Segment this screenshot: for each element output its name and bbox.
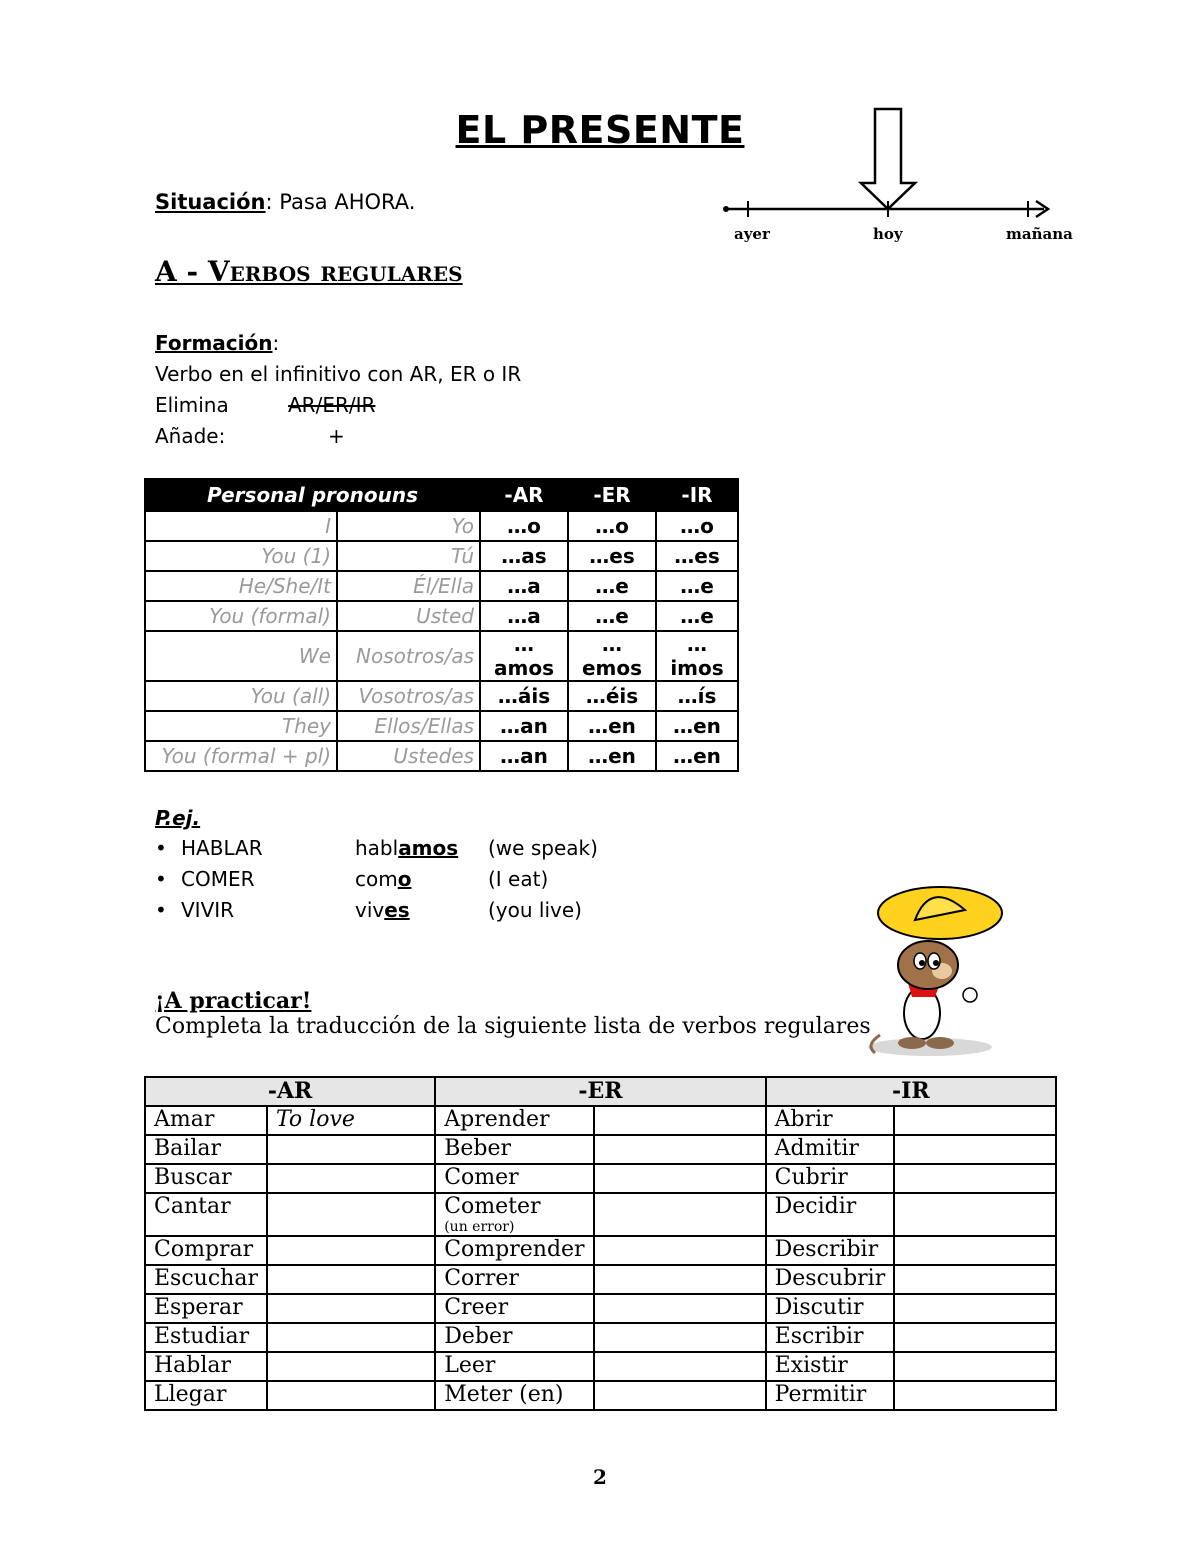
verb-label: Bailar bbox=[154, 1136, 221, 1161]
verb-label: Cometer bbox=[444, 1194, 541, 1219]
timeline-graphic bbox=[718, 105, 1078, 245]
translation-cell[interactable] bbox=[267, 1193, 435, 1236]
verb-ending: …éis bbox=[568, 681, 656, 711]
cartoon-mouse-illustration bbox=[860, 885, 1010, 1064]
spanish-pronoun: Nosotros/as bbox=[337, 631, 480, 681]
translation-cell[interactable] bbox=[267, 1164, 435, 1193]
verb-label: Buscar bbox=[154, 1165, 232, 1190]
verb-label: Permitir bbox=[774, 1382, 867, 1407]
spanish-verb bbox=[766, 1352, 895, 1381]
example-translation: (we speak) bbox=[488, 836, 598, 860]
verb-label: Llegar bbox=[154, 1382, 227, 1407]
translation-cell[interactable] bbox=[594, 1236, 766, 1265]
example-verb: COMER bbox=[181, 867, 255, 891]
verb-ending: …en bbox=[656, 711, 738, 741]
spanish-verb bbox=[435, 1265, 593, 1294]
verb-row bbox=[145, 1265, 1056, 1294]
verb-label: Decidir bbox=[774, 1194, 857, 1219]
formacion-anade-label: Añade: bbox=[155, 424, 226, 448]
verb-practice-table bbox=[144, 1076, 1057, 1411]
verb-row bbox=[145, 1294, 1056, 1323]
verb-label: Existir bbox=[774, 1353, 848, 1378]
formacion-block bbox=[155, 328, 521, 452]
verb-label: Aprender bbox=[444, 1107, 550, 1132]
pronoun-row bbox=[145, 601, 738, 631]
timeline-start-dot bbox=[723, 206, 729, 212]
translation-cell[interactable] bbox=[894, 1193, 1056, 1236]
translation-cell[interactable] bbox=[594, 1164, 766, 1193]
verb-ending: …ís bbox=[656, 681, 738, 711]
timeline-label-hoy: hoy bbox=[873, 225, 903, 243]
pronouns-table bbox=[144, 478, 739, 772]
translation-text: To love bbox=[275, 1107, 355, 1132]
header-ar: -AR bbox=[145, 1077, 435, 1106]
header-personal-pronouns: Personal pronouns bbox=[145, 479, 480, 511]
translation-cell[interactable] bbox=[594, 1381, 766, 1410]
situacion-line bbox=[155, 190, 415, 214]
formacion-line-1: Verbo en el infinitivo con AR, ER o IR bbox=[155, 362, 522, 386]
verb-label: Escribir bbox=[774, 1324, 864, 1349]
verb-label: Admitir bbox=[774, 1136, 859, 1161]
practice-instruction: Completa la traducción de la siguiente lista de verbos regulares bbox=[155, 1014, 871, 1039]
example-conjugation: como bbox=[355, 867, 412, 891]
verb-label: Creer bbox=[444, 1295, 509, 1320]
spanish-verb bbox=[435, 1193, 593, 1236]
pronoun-row bbox=[145, 741, 738, 771]
verb-ending: …en bbox=[656, 741, 738, 771]
example-verb: HABLAR bbox=[181, 836, 263, 860]
verb-ending: …as bbox=[480, 541, 568, 571]
translation-cell[interactable] bbox=[594, 1265, 766, 1294]
verb-row bbox=[145, 1193, 1056, 1236]
timeline-diagram bbox=[718, 105, 1078, 249]
spanish-verb bbox=[766, 1193, 895, 1236]
verb-label: Comprar bbox=[154, 1237, 254, 1262]
mouse-image bbox=[860, 885, 1010, 1060]
verb-label: Cubrir bbox=[774, 1165, 848, 1190]
pronoun-row bbox=[145, 541, 738, 571]
spanish-verb bbox=[766, 1106, 895, 1135]
practice-block bbox=[155, 988, 871, 1039]
verb-label: Beber bbox=[444, 1136, 512, 1161]
practice-title: ¡A practicar! bbox=[155, 988, 312, 1014]
verb-ending: …es bbox=[656, 541, 738, 571]
header-ir: -IR bbox=[766, 1077, 1056, 1106]
spanish-verb bbox=[145, 1323, 267, 1352]
situacion-label: Situación bbox=[155, 190, 266, 214]
spanish-verb bbox=[145, 1106, 267, 1135]
spanish-verb bbox=[145, 1164, 267, 1193]
spanish-verb bbox=[145, 1381, 267, 1410]
section-heading: A - Verbos regulares bbox=[155, 255, 463, 288]
situacion-text: : Pasa AHORA. bbox=[265, 190, 416, 214]
verb-ending: …e bbox=[656, 571, 738, 601]
header-ir: -IR bbox=[656, 479, 738, 511]
spanish-verb bbox=[766, 1265, 895, 1294]
pronoun-row bbox=[145, 571, 738, 601]
english-pronoun: You (formal) bbox=[145, 601, 337, 631]
verb-ending: …e bbox=[656, 601, 738, 631]
header-er: -ER bbox=[568, 479, 656, 511]
verb-label: Hablar bbox=[154, 1353, 232, 1378]
spanish-verb bbox=[435, 1294, 593, 1323]
english-pronoun: They bbox=[145, 711, 337, 741]
translation-cell[interactable] bbox=[894, 1294, 1056, 1323]
timeline-label-manana: mañana bbox=[1006, 225, 1073, 243]
english-pronoun: You (1) bbox=[145, 541, 337, 571]
verb-label: Correr bbox=[444, 1266, 519, 1291]
translation-cell[interactable] bbox=[267, 1265, 435, 1294]
spanish-verb bbox=[766, 1381, 895, 1410]
example-translation: (you live) bbox=[488, 898, 582, 922]
pronoun-row bbox=[145, 511, 738, 541]
translation-cell[interactable] bbox=[267, 1323, 435, 1352]
examples-block bbox=[155, 806, 655, 936]
example-translation: (I eat) bbox=[488, 867, 549, 891]
verb-ending: …o bbox=[568, 511, 656, 541]
down-arrow-icon bbox=[861, 109, 915, 209]
verb-ending: …e bbox=[568, 601, 656, 631]
verb-label: Discutir bbox=[774, 1295, 864, 1320]
example-conjugation: vives bbox=[355, 898, 410, 922]
english-pronoun: I bbox=[145, 511, 337, 541]
verb-row bbox=[145, 1135, 1056, 1164]
header-er: -ER bbox=[435, 1077, 765, 1106]
spanish-verb bbox=[435, 1236, 593, 1265]
verb-label: Estudiar bbox=[154, 1324, 250, 1349]
translation-cell[interactable] bbox=[267, 1352, 435, 1381]
spanish-verb bbox=[145, 1352, 267, 1381]
spanish-verb bbox=[435, 1106, 593, 1135]
translation-cell[interactable] bbox=[594, 1294, 766, 1323]
translation-cell[interactable] bbox=[894, 1164, 1056, 1193]
header-ar: -AR bbox=[480, 479, 568, 511]
pronoun-row bbox=[145, 631, 738, 681]
spanish-verb bbox=[766, 1236, 895, 1265]
verb-label: Leer bbox=[444, 1353, 496, 1378]
english-pronoun: You (all) bbox=[145, 681, 337, 711]
verb-ending: …en bbox=[568, 741, 656, 771]
english-pronoun: He/She/It bbox=[145, 571, 337, 601]
spanish-pronoun: Ustedes bbox=[337, 741, 480, 771]
pronouns-header-row bbox=[145, 479, 738, 511]
example-conjugation: hablamos bbox=[355, 836, 459, 860]
english-pronoun: We bbox=[145, 631, 337, 681]
spanish-verb bbox=[766, 1294, 895, 1323]
spanish-verb bbox=[435, 1164, 593, 1193]
verb-ending: …amos bbox=[480, 631, 568, 681]
translation-cell[interactable] bbox=[894, 1352, 1056, 1381]
verb-ending: …es bbox=[568, 541, 656, 571]
verb-row bbox=[145, 1352, 1056, 1381]
formacion-elimina-value: AR/ER/IR bbox=[288, 393, 376, 417]
spanish-verb bbox=[435, 1352, 593, 1381]
verb-ending: …en bbox=[568, 711, 656, 741]
verb-row bbox=[145, 1381, 1056, 1410]
verb-ending: …o bbox=[656, 511, 738, 541]
spanish-verb bbox=[435, 1135, 593, 1164]
translation-cell[interactable] bbox=[267, 1106, 435, 1135]
verb-label: Abrir bbox=[774, 1107, 833, 1132]
translation-cell[interactable] bbox=[594, 1323, 766, 1352]
translation-cell[interactable] bbox=[894, 1236, 1056, 1265]
examples-title: P.ej. bbox=[155, 806, 201, 830]
verb-label: Meter (en) bbox=[444, 1382, 564, 1407]
verb-ending: …an bbox=[480, 711, 568, 741]
bullet-icon: • bbox=[155, 898, 167, 922]
pronoun-row bbox=[145, 681, 738, 711]
translation-cell[interactable] bbox=[267, 1381, 435, 1410]
verb-label: Deber bbox=[444, 1324, 513, 1349]
verb-row bbox=[145, 1164, 1056, 1193]
verb-ending: …e bbox=[568, 571, 656, 601]
spanish-verb bbox=[145, 1236, 267, 1265]
verb-row bbox=[145, 1323, 1056, 1352]
spanish-verb bbox=[766, 1164, 895, 1193]
verb-row bbox=[145, 1106, 1056, 1135]
verb-ending: …a bbox=[480, 571, 568, 601]
verb-ending: …emos bbox=[568, 631, 656, 681]
formacion-elimina-label: Elimina bbox=[155, 393, 229, 417]
spanish-verb bbox=[145, 1193, 267, 1236]
verb-ending: …a bbox=[480, 601, 568, 631]
bullet-icon: • bbox=[155, 867, 167, 891]
verb-label: Amar bbox=[154, 1107, 215, 1132]
example-verb: VIVIR bbox=[181, 898, 235, 922]
verb-ending: …áis bbox=[480, 681, 568, 711]
verb-label: Descubrir bbox=[774, 1266, 886, 1291]
translation-cell[interactable] bbox=[894, 1381, 1056, 1410]
page-title: EL PRESENTE bbox=[455, 108, 745, 152]
verb-row bbox=[145, 1236, 1056, 1265]
spanish-verb bbox=[766, 1135, 895, 1164]
spanish-verb bbox=[766, 1323, 895, 1352]
spanish-pronoun: Ellos/Ellas bbox=[337, 711, 480, 741]
timeline-label-ayer: ayer bbox=[734, 225, 770, 243]
translation-cell[interactable] bbox=[594, 1352, 766, 1381]
spanish-pronoun: Usted bbox=[337, 601, 480, 631]
spanish-pronoun: Él/Ella bbox=[337, 571, 480, 601]
spanish-verb bbox=[435, 1381, 593, 1410]
verb-label: Comer bbox=[444, 1165, 519, 1190]
translation-cell[interactable] bbox=[894, 1106, 1056, 1135]
page-number: 2 bbox=[593, 1465, 607, 1489]
bullet-icon: • bbox=[155, 836, 167, 860]
formacion-colon: : bbox=[272, 331, 280, 355]
translation-cell[interactable] bbox=[594, 1193, 766, 1236]
formacion-label: Formación bbox=[155, 331, 273, 355]
verb-table-header-row bbox=[145, 1077, 1056, 1106]
spanish-pronoun: Vosotros/as bbox=[337, 681, 480, 711]
spanish-verb bbox=[145, 1135, 267, 1164]
verb-ending: …o bbox=[480, 511, 568, 541]
english-pronoun: You (formal + pl) bbox=[145, 741, 337, 771]
translation-cell[interactable] bbox=[894, 1265, 1056, 1294]
spanish-pronoun: Tú bbox=[337, 541, 480, 571]
spanish-verb bbox=[145, 1294, 267, 1323]
translation-cell[interactable] bbox=[267, 1294, 435, 1323]
verb-label: Escuchar bbox=[154, 1266, 258, 1291]
verb-label: Esperar bbox=[154, 1295, 243, 1320]
translation-cell[interactable] bbox=[267, 1135, 435, 1164]
pronoun-row bbox=[145, 711, 738, 741]
translation-cell[interactable] bbox=[267, 1236, 435, 1265]
translation-cell[interactable] bbox=[594, 1106, 766, 1135]
spanish-verb bbox=[435, 1323, 593, 1352]
formacion-anade-value: + bbox=[328, 424, 345, 448]
spanish-verb bbox=[145, 1265, 267, 1294]
verb-label: Comprender bbox=[444, 1237, 585, 1262]
translation-cell[interactable] bbox=[894, 1135, 1056, 1164]
spanish-pronoun: Yo bbox=[337, 511, 480, 541]
verb-ending: …an bbox=[480, 741, 568, 771]
verb-ending: …imos bbox=[656, 631, 738, 681]
translation-cell[interactable] bbox=[594, 1135, 766, 1164]
verb-label: Describir bbox=[774, 1237, 879, 1262]
translation-cell[interactable] bbox=[894, 1323, 1056, 1352]
verb-label: Cantar bbox=[154, 1194, 231, 1219]
cometer-note: (un error) bbox=[444, 1219, 515, 1235]
